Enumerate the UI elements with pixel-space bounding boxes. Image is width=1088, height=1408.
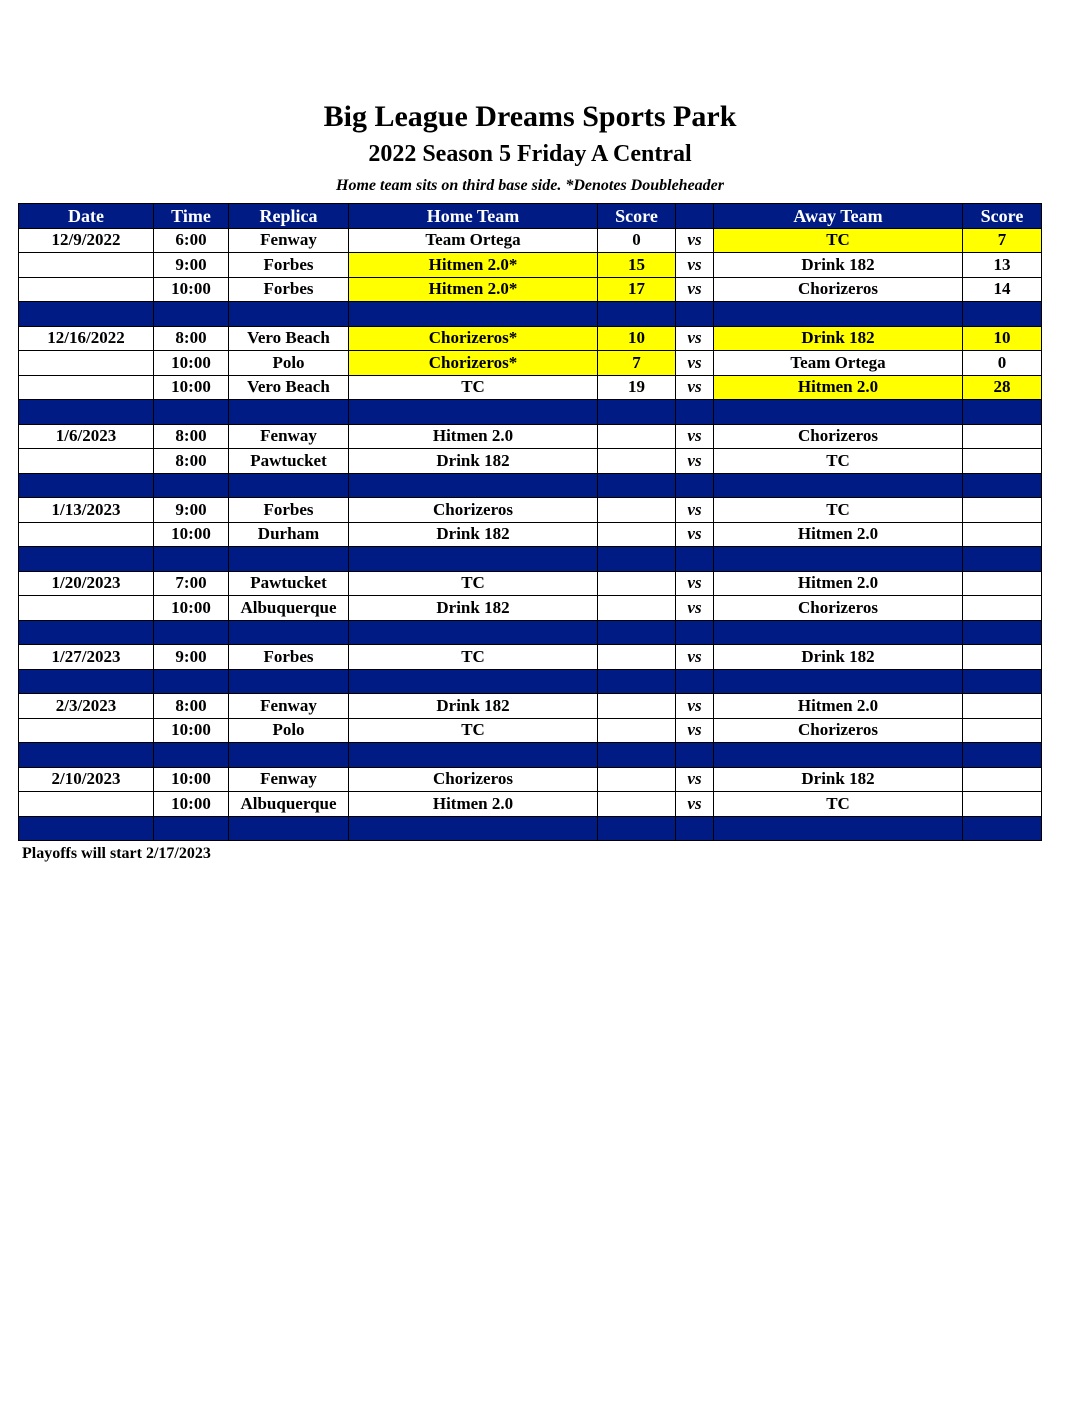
away-score-cell (963, 645, 1042, 670)
header-date: Date (19, 204, 154, 229)
time-cell: 9:00 (154, 645, 229, 670)
home-team-cell: Hitmen 2.0 (349, 424, 598, 449)
separator-row (19, 743, 1042, 768)
time-cell: 10:00 (154, 277, 229, 302)
vs-cell: vs (676, 571, 714, 596)
time-cell: 10:00 (154, 522, 229, 547)
vs-cell: vs (676, 498, 714, 523)
away-team-cell: Hitmen 2.0 (714, 522, 963, 547)
replica-cell: Polo (229, 718, 349, 743)
replica-cell: Fenway (229, 424, 349, 449)
time-cell: 8:00 (154, 326, 229, 351)
separator-cell (349, 620, 598, 645)
game-row (19, 571, 1042, 596)
separator-cell (349, 547, 598, 572)
replica-cell: Pawtucket (229, 571, 349, 596)
away-team-cell: TC (714, 498, 963, 523)
date-cell: 1/6/2023 (19, 424, 154, 449)
date-cell: 2/3/2023 (19, 694, 154, 719)
replica-cell: Albuquerque (229, 792, 349, 817)
separator-cell (19, 743, 154, 768)
separator-row (19, 473, 1042, 498)
away-score-cell (963, 792, 1042, 817)
separator-cell (349, 816, 598, 841)
separator-cell (676, 816, 714, 841)
time-cell: 10:00 (154, 718, 229, 743)
separator-cell (349, 669, 598, 694)
separator-cell (598, 547, 676, 572)
game-row (19, 375, 1042, 400)
home-team-cell: TC (349, 375, 598, 400)
separator-cell (676, 743, 714, 768)
game-row (19, 645, 1042, 670)
time-cell: 10:00 (154, 792, 229, 817)
separator-cell (229, 816, 349, 841)
date-cell (19, 375, 154, 400)
game-row (19, 792, 1042, 817)
time-cell: 8:00 (154, 694, 229, 719)
separator-cell (349, 400, 598, 425)
away-team-cell: Chorizeros (714, 718, 963, 743)
away-team-cell: Drink 182 (714, 253, 963, 278)
separator-cell (229, 620, 349, 645)
separator-cell (963, 302, 1042, 327)
home-score-cell (598, 449, 676, 474)
replica-cell: Forbes (229, 253, 349, 278)
separator-cell (598, 400, 676, 425)
away-team-cell: Drink 182 (714, 326, 963, 351)
header-replica: Replica (229, 204, 349, 229)
date-cell (19, 277, 154, 302)
replica-cell: Durham (229, 522, 349, 547)
replica-cell: Forbes (229, 498, 349, 523)
replica-cell: Pawtucket (229, 449, 349, 474)
vs-cell: vs (676, 375, 714, 400)
away-score-cell: 7 (963, 228, 1042, 253)
time-cell: 9:00 (154, 498, 229, 523)
time-cell: 10:00 (154, 351, 229, 376)
separator-cell (229, 547, 349, 572)
vs-cell: vs (676, 645, 714, 670)
home-team-cell: Drink 182 (349, 449, 598, 474)
header-home-team: Home Team (349, 204, 598, 229)
away-score-cell: 13 (963, 253, 1042, 278)
away-team-cell: Hitmen 2.0 (714, 375, 963, 400)
home-team-cell: TC (349, 645, 598, 670)
away-score-cell (963, 718, 1042, 743)
game-row (19, 449, 1042, 474)
header-home-score: Score (598, 204, 676, 229)
home-score-cell (598, 694, 676, 719)
separator-cell (154, 302, 229, 327)
home-score-cell (598, 596, 676, 621)
away-score-cell (963, 449, 1042, 474)
separator-cell (19, 473, 154, 498)
vs-cell: vs (676, 424, 714, 449)
separator-row (19, 669, 1042, 694)
home-team-cell: Hitmen 2.0* (349, 253, 598, 278)
home-team-cell: TC (349, 718, 598, 743)
away-team-cell: Chorizeros (714, 277, 963, 302)
separator-cell (19, 669, 154, 694)
separator-cell (714, 743, 963, 768)
away-team-cell: Chorizeros (714, 424, 963, 449)
separator-cell (714, 400, 963, 425)
separator-row (19, 547, 1042, 572)
game-row (19, 718, 1042, 743)
date-cell: 12/9/2022 (19, 228, 154, 253)
separator-cell (598, 743, 676, 768)
separator-cell (154, 743, 229, 768)
away-team-cell: TC (714, 792, 963, 817)
home-score-cell (598, 792, 676, 817)
home-team-cell: Drink 182 (349, 522, 598, 547)
page-title: Big League Dreams Sports Park (323, 100, 737, 133)
separator-cell (676, 400, 714, 425)
time-cell: 10:00 (154, 375, 229, 400)
date-cell: 2/10/2023 (19, 767, 154, 792)
separator-cell (349, 302, 598, 327)
away-team-cell: Hitmen 2.0 (714, 694, 963, 719)
separator-cell (154, 473, 229, 498)
separator-cell (229, 743, 349, 768)
time-cell: 9:00 (154, 253, 229, 278)
away-score-cell: 28 (963, 375, 1042, 400)
replica-cell: Vero Beach (229, 326, 349, 351)
separator-cell (154, 400, 229, 425)
footer-note: Playoffs will start 2/17/2023 (22, 845, 211, 862)
game-row (19, 277, 1042, 302)
header-time: Time (154, 204, 229, 229)
vs-cell: vs (676, 596, 714, 621)
vs-cell: vs (676, 718, 714, 743)
home-team-cell: Hitmen 2.0* (349, 277, 598, 302)
home-score-cell: 7 (598, 351, 676, 376)
separator-cell (349, 473, 598, 498)
home-score-cell (598, 571, 676, 596)
home-team-cell: Team Ortega (349, 228, 598, 253)
time-cell: 6:00 (154, 228, 229, 253)
game-row (19, 253, 1042, 278)
vs-cell: vs (676, 522, 714, 547)
schedule-table (18, 203, 1042, 841)
home-score-cell (598, 424, 676, 449)
away-team-cell: TC (714, 228, 963, 253)
date-cell: 12/16/2022 (19, 326, 154, 351)
home-team-cell: TC (349, 571, 598, 596)
away-team-cell: Team Ortega (714, 351, 963, 376)
separator-cell (154, 816, 229, 841)
header-vs (676, 204, 714, 229)
away-team-cell: Chorizeros (714, 596, 963, 621)
away-score-cell (963, 596, 1042, 621)
separator-cell (19, 302, 154, 327)
page-subtitle: 2022 Season 5 Friday A Central (368, 141, 692, 167)
game-row (19, 522, 1042, 547)
home-score-cell: 10 (598, 326, 676, 351)
vs-cell: vs (676, 277, 714, 302)
date-cell: 1/13/2023 (19, 498, 154, 523)
separator-cell (963, 400, 1042, 425)
header-away-team: Away Team (714, 204, 963, 229)
vs-cell: vs (676, 694, 714, 719)
away-score-cell (963, 571, 1042, 596)
vs-cell: vs (676, 253, 714, 278)
time-cell: 10:00 (154, 596, 229, 621)
time-cell: 8:00 (154, 449, 229, 474)
time-cell: 10:00 (154, 767, 229, 792)
away-score-cell (963, 498, 1042, 523)
vs-cell: vs (676, 449, 714, 474)
away-team-cell: TC (714, 449, 963, 474)
separator-cell (598, 473, 676, 498)
game-row (19, 228, 1042, 253)
away-team-cell: Hitmen 2.0 (714, 571, 963, 596)
date-cell (19, 596, 154, 621)
away-score-cell (963, 767, 1042, 792)
home-score-cell (598, 498, 676, 523)
time-cell: 7:00 (154, 571, 229, 596)
separator-cell (714, 669, 963, 694)
away-score-cell (963, 424, 1042, 449)
separator-cell (598, 669, 676, 694)
separator-cell (714, 547, 963, 572)
home-score-cell: 19 (598, 375, 676, 400)
date-cell (19, 449, 154, 474)
replica-cell: Fenway (229, 767, 349, 792)
separator-cell (598, 302, 676, 327)
separator-cell (154, 669, 229, 694)
game-row (19, 767, 1042, 792)
away-score-cell (963, 694, 1042, 719)
separator-cell (598, 620, 676, 645)
separator-cell (229, 302, 349, 327)
away-team-cell: Drink 182 (714, 645, 963, 670)
vs-cell: vs (676, 326, 714, 351)
home-team-cell: Drink 182 (349, 694, 598, 719)
home-team-cell: Chorizeros* (349, 351, 598, 376)
date-cell (19, 522, 154, 547)
replica-cell: Fenway (229, 228, 349, 253)
separator-cell (714, 302, 963, 327)
separator-cell (963, 669, 1042, 694)
separator-cell (19, 620, 154, 645)
away-score-cell: 10 (963, 326, 1042, 351)
game-row (19, 424, 1042, 449)
home-score-cell: 15 (598, 253, 676, 278)
away-score-cell: 14 (963, 277, 1042, 302)
header-away-score: Score (963, 204, 1042, 229)
vs-cell: vs (676, 792, 714, 817)
replica-cell: Polo (229, 351, 349, 376)
replica-cell: Fenway (229, 694, 349, 719)
separator-cell (19, 547, 154, 572)
home-score-cell: 0 (598, 228, 676, 253)
game-row (19, 694, 1042, 719)
separator-row (19, 816, 1042, 841)
separator-cell (19, 816, 154, 841)
separator-cell (714, 620, 963, 645)
page-note: Home team sits on third base side. *Denotes Doubleheader (336, 177, 724, 194)
separator-cell (349, 743, 598, 768)
replica-cell: Forbes (229, 277, 349, 302)
separator-cell (19, 400, 154, 425)
separator-cell (229, 400, 349, 425)
date-cell (19, 792, 154, 817)
away-score-cell (963, 522, 1042, 547)
home-score-cell: 17 (598, 277, 676, 302)
game-row (19, 351, 1042, 376)
separator-cell (676, 669, 714, 694)
game-row (19, 326, 1042, 351)
separator-row (19, 620, 1042, 645)
vs-cell: vs (676, 351, 714, 376)
date-cell (19, 351, 154, 376)
separator-cell (676, 302, 714, 327)
separator-cell (963, 816, 1042, 841)
game-row (19, 498, 1042, 523)
home-team-cell: Hitmen 2.0 (349, 792, 598, 817)
separator-cell (229, 669, 349, 694)
home-team-cell: Chorizeros (349, 767, 598, 792)
separator-cell (676, 473, 714, 498)
separator-cell (963, 743, 1042, 768)
time-cell: 8:00 (154, 424, 229, 449)
separator-cell (598, 816, 676, 841)
separator-cell (676, 547, 714, 572)
date-cell (19, 253, 154, 278)
vs-cell: vs (676, 228, 714, 253)
away-score-cell: 0 (963, 351, 1042, 376)
separator-cell (963, 473, 1042, 498)
home-team-cell: Chorizeros (349, 498, 598, 523)
date-cell: 1/20/2023 (19, 571, 154, 596)
replica-cell: Forbes (229, 645, 349, 670)
separator-cell (154, 620, 229, 645)
home-score-cell (598, 718, 676, 743)
away-team-cell: Drink 182 (714, 767, 963, 792)
separator-row (19, 302, 1042, 327)
header-row (19, 204, 1042, 229)
home-score-cell (598, 767, 676, 792)
replica-cell: Albuquerque (229, 596, 349, 621)
separator-cell (963, 547, 1042, 572)
separator-cell (963, 620, 1042, 645)
replica-cell: Vero Beach (229, 375, 349, 400)
schedule-body (19, 228, 1042, 841)
separator-cell (676, 620, 714, 645)
home-score-cell (598, 522, 676, 547)
home-team-cell: Chorizeros* (349, 326, 598, 351)
date-cell: 1/27/2023 (19, 645, 154, 670)
home-score-cell (598, 645, 676, 670)
separator-cell (714, 816, 963, 841)
separator-row (19, 400, 1042, 425)
home-team-cell: Drink 182 (349, 596, 598, 621)
separator-cell (229, 473, 349, 498)
game-row (19, 596, 1042, 621)
separator-cell (154, 547, 229, 572)
date-cell (19, 718, 154, 743)
vs-cell: vs (676, 767, 714, 792)
separator-cell (714, 473, 963, 498)
